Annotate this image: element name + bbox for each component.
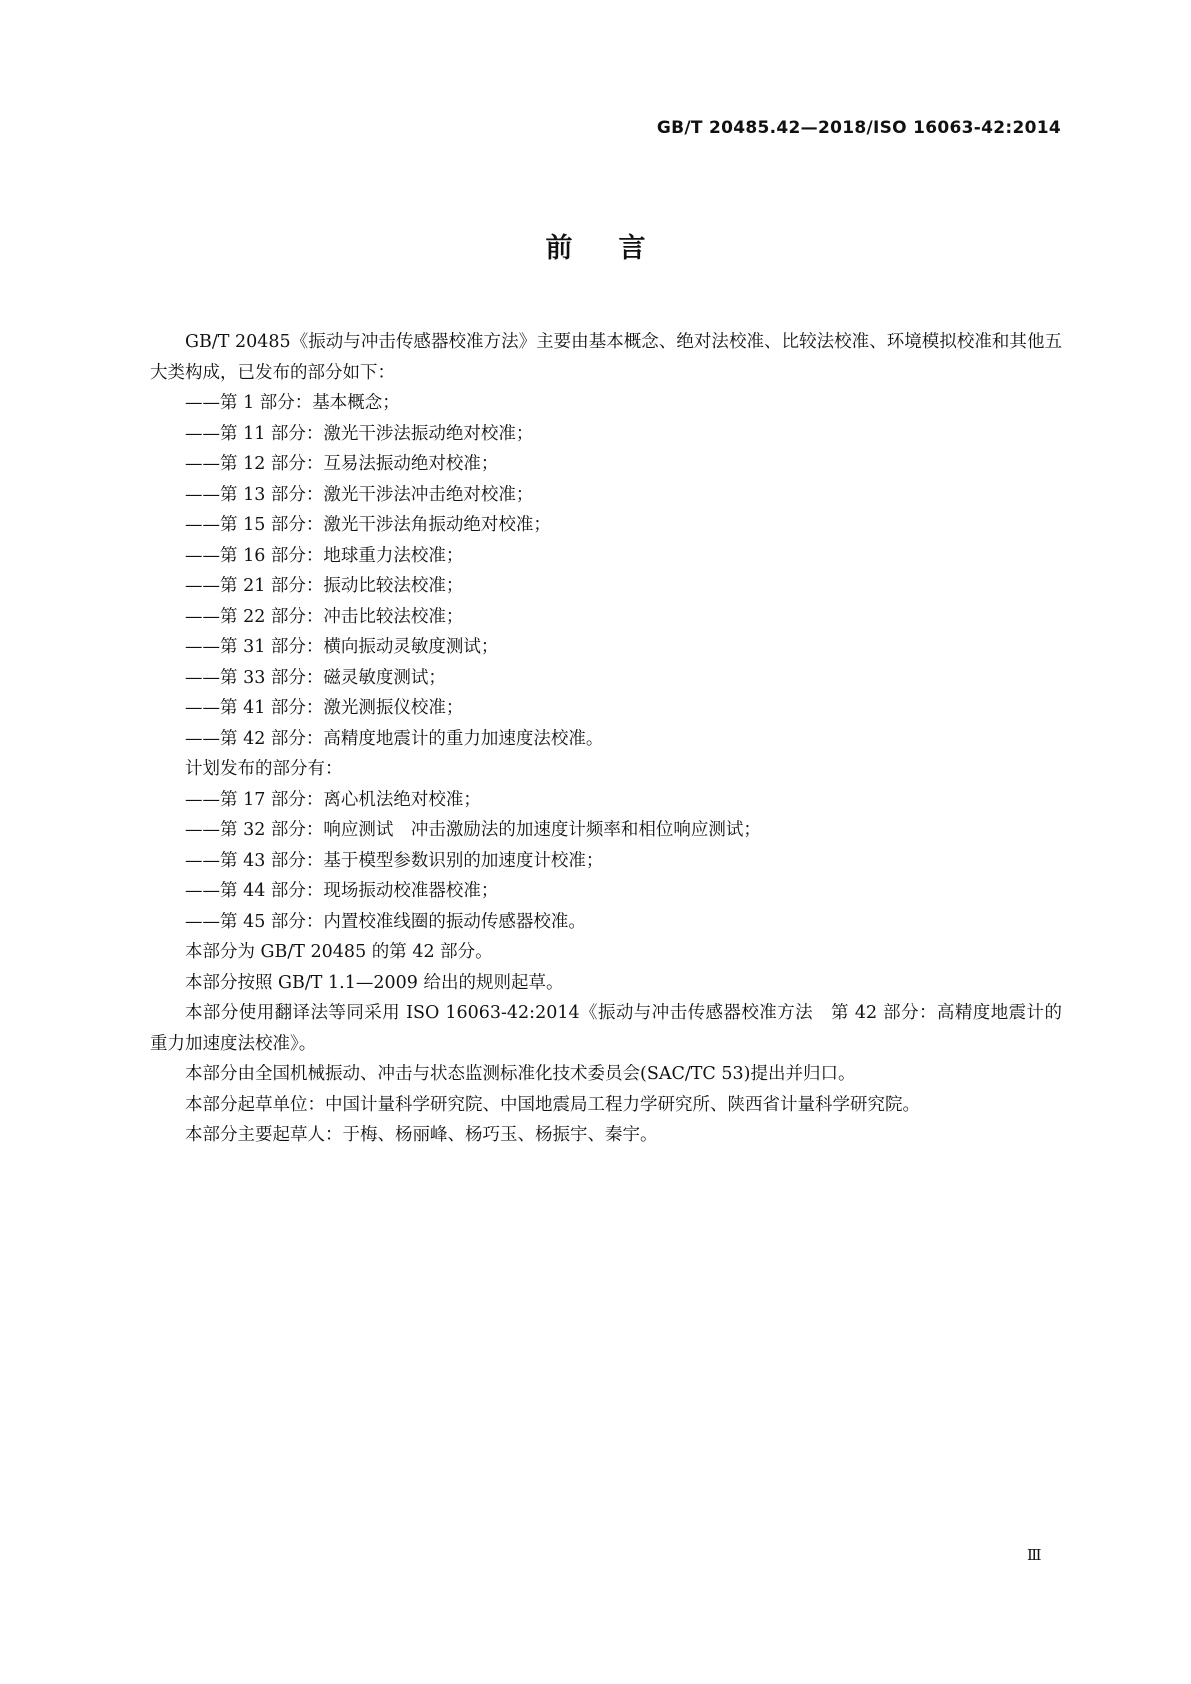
closing-paragraph: 本部分按照 GB/T 1.1—2009 给出的规则起草。 [185,972,564,993]
list-item: ——第 22 部分：冲击比较法校准； [185,606,464,627]
published-parts-list [150,388,1062,754]
closing-paragraph: 本部分起草单位：中国计量科学研究院、中国地震局工程力学研究所、陕西省计量科学研究院。 [185,1094,920,1115]
page-number: Ⅲ [1027,1546,1042,1564]
list-item: ——第 15 部分：激光干涉法角振动绝对校准； [185,515,551,535]
list-item: ——第 45 部分：内置校准线圈的振动传感器校准。 [185,911,586,932]
planned-heading: 计划发布的部分有： [185,759,343,779]
list-item: ——第 11 部分：激光干涉法振动绝对校准； [185,423,534,444]
list-item: ——第 13 部分：激光干涉法冲击绝对校准； [185,484,534,505]
closing-paragraph: 本部分使用翻译法等同采用 ISO 16063-42:2014《振动与冲击传感器校准方法 第 42 部分：高精度地震计的重力加速度法校准》。 [150,1003,1062,1054]
closing-paragraph: 本部分由全国机械振动、冲击与状态监测标准化技术委员会(SAC/TC 53)提出并归口。 [185,1064,856,1084]
list-item: ——第 42 部分：高精度地震计的重力加速度法校准。 [185,728,604,749]
standard-code-header: GB/T 20485.42—2018/ISO 16063-42:2014 [656,118,1061,138]
list-item: ——第 1 部分：基本概念； [185,393,400,413]
foreword-body [150,327,1062,1151]
page-title: 前言 [545,233,692,264]
planned-parts-list [150,785,1062,938]
list-item: ——第 43 部分：基于模型参数识别的加速度计校准； [185,850,604,871]
list-item: ——第 33 部分：磁灵敏度测试； [185,667,446,688]
list-item: ——第 31 部分：横向振动灵敏度测试； [185,637,499,657]
list-item: ——第 41 部分：激光测振仪校准； [185,698,464,718]
closing-paragraph: 本部分为 GB/T 20485 的第 42 部分。 [185,942,493,962]
list-item: ——第 17 部分：离心机法绝对校准； [185,789,481,810]
intro-paragraph: GB/T 20485《振动与冲击传感器校准方法》主要由基本概念、绝对法校准、比较法校准、环境模拟校准和其他五大类构成，已发布的部分如下： [150,332,1062,383]
list-item: ——第 21 部分：振动比较法校准； [185,576,464,596]
list-item: ——第 16 部分：地球重力法校准； [185,545,464,566]
list-item: ——第 32 部分：响应测试 冲击激励法的加速度计频率和相位响应测试； [185,820,761,840]
list-item: ——第 44 部分：现场振动校准器校准； [185,881,499,901]
list-item: ——第 12 部分：互易法振动绝对校准； [185,454,499,474]
closing-paragraph: 本部分主要起草人：于梅、杨丽峰、杨巧玉、杨振宇、秦宇。 [185,1125,658,1145]
